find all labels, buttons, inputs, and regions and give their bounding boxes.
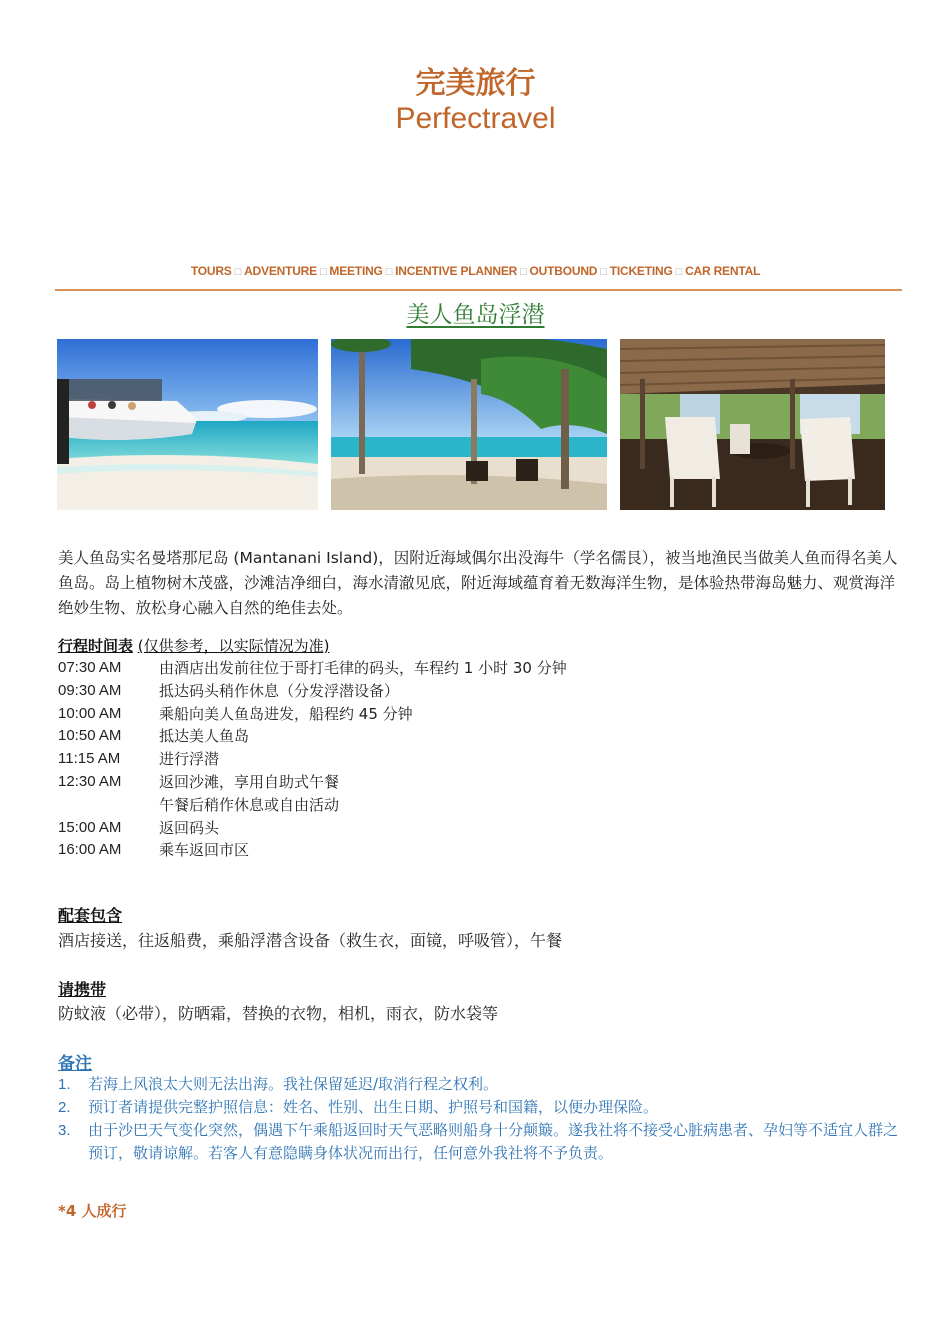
service-ticketing: TICKETING [609, 264, 673, 278]
note-text: 预订者请提供完整护照信息：姓名、性别、出生日期、护照号和国籍，以便办理保险。 [88, 1098, 659, 1116]
bring-heading: 请携带 [58, 980, 107, 999]
schedule-desc: 进行浮潜 [159, 750, 220, 769]
schedule-desc: 抵达码头稍作休息（分发浮潜设备） [159, 681, 400, 700]
brand-name-chinese: 完美旅行 [415, 66, 536, 101]
schedule-row [58, 794, 898, 817]
service-adventure: ADVENTURE [244, 264, 317, 278]
schedule-disclaimer: (仅供参考，以实际情况为准) [137, 637, 330, 655]
intro-paragraph: 美人鱼岛实名曼塔那尼岛 (Mantanani Island)，因附近海域偶尔出没海牛（学名儒艮），被当地渔民当做美人鱼而得名美人鱼岛。岛上植物树木茂盛，沙滩洁净细白，海水清澈见底，附近海域蕴育着无数海洋生物，是体验热带海岛魅力、观赏海洋绝妙生物、放松身心融入自然的绝佳去处。 [58, 549, 898, 617]
schedule-desc: 返回沙滩，享用自助式午餐 [159, 772, 340, 791]
photo-resort-lounge [620, 339, 885, 510]
schedule-time [58, 794, 159, 817]
schedule-row [58, 748, 898, 771]
service-incentive-planner: INCENTIVE PLANNER [395, 264, 518, 278]
schedule-time: 10:50 AM [58, 727, 122, 745]
service-separator: □ [385, 266, 393, 278]
includes-text: 酒店接送，往返船费，乘船浮潜含设备（救生衣，面镜，呼吸管），午餐 [58, 931, 563, 950]
schedule-title: 行程时间表 [58, 637, 134, 655]
schedule-desc: 午餐后稍作休息或自由活动 [159, 795, 340, 814]
schedule-row [58, 657, 898, 680]
service-outbound: OUTBOUND [529, 264, 598, 278]
schedule-time: 10:00 AM [58, 704, 122, 722]
schedule-heading [58, 635, 330, 656]
schedule-row [58, 703, 898, 726]
service-separator: □ [675, 266, 683, 278]
schedule-row [58, 680, 898, 703]
notes-heading: 备注 [58, 1054, 92, 1074]
note-item [58, 1119, 900, 1165]
schedule-time: 12:30 AM [58, 772, 122, 790]
service-separator: □ [319, 266, 327, 278]
schedule-row [58, 771, 898, 794]
service-meeting: MEETING [329, 264, 383, 278]
schedule-row [58, 839, 898, 862]
note-text: 若海上风浪太大则无法出海。我社保留延迟/取消行程之权利。 [88, 1075, 499, 1093]
schedule-desc: 由酒店出发前往位于哥打毛律的码头，车程约 1 小时 30 分钟 [159, 659, 567, 677]
brand-name-english: Perfectravel [395, 102, 556, 135]
bring-text: 防蚊液（必带），防晒霜，替换的衣物，相机，雨衣，防水袋等 [58, 1004, 499, 1023]
schedule-time: 15:00 AM [58, 818, 122, 836]
service-separator: □ [600, 266, 607, 278]
schedule-desc: 乘船向美人鱼岛进发，船程约 45 分钟 [159, 704, 413, 723]
note-item [58, 1073, 900, 1096]
service-separator: □ [520, 266, 527, 278]
header-divider [55, 289, 902, 291]
note-text: 由于沙巴天气变化突然，偶遇下午乘船返回时天气恶略则船身十分颠簸。遂我社将不接受心脏病患者、孕妇等不适宜人群之预订，敬请谅解。若客人有意隐瞒身体状况而出行，任何意外我社将不予负责。 [88, 1121, 899, 1162]
page-title: 美人鱼岛浮潜 [406, 302, 545, 328]
note-item [58, 1096, 900, 1119]
notes-list [58, 1073, 900, 1165]
schedule-row [58, 725, 898, 748]
schedule-time: 07:30 AM [58, 659, 122, 676]
services-bar [0, 264, 951, 278]
schedule-row [58, 817, 898, 840]
note-number: 2. [58, 1099, 71, 1116]
service-separator: □ [234, 266, 242, 278]
minimum-group-note: *4 人成行 [58, 1202, 127, 1220]
service-car-rental: CAR RENTAL [685, 264, 761, 278]
photo-beach-chairs [331, 339, 607, 510]
photo-boat-beach [57, 339, 318, 510]
schedule-time: 09:30 AM [58, 681, 122, 699]
schedule-desc: 返回码头 [159, 818, 220, 837]
service-tours: TOURS [190, 264, 232, 278]
note-number: 1. [58, 1076, 71, 1093]
schedule-time: 16:00 AM [58, 841, 122, 859]
schedule-desc: 乘车返回市区 [159, 841, 250, 860]
schedule-list [58, 657, 898, 862]
schedule-time: 11:15 AM [58, 750, 121, 768]
schedule-desc: 抵达美人鱼岛 [159, 727, 250, 746]
note-number: 3. [58, 1122, 71, 1139]
includes-heading: 配套包含 [58, 906, 123, 925]
